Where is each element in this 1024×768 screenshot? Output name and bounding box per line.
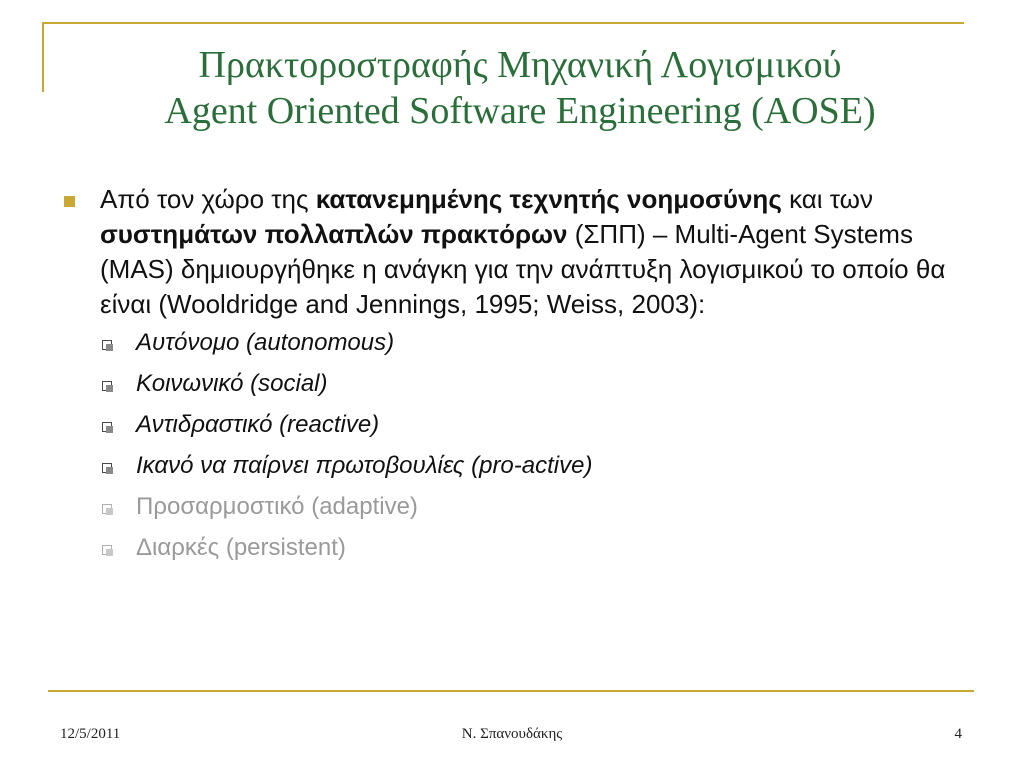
footer-date: 12/5/2011 [60, 726, 121, 742]
square-bullet-icon [64, 196, 75, 207]
list-item-label: Αντιδραστικό (reactive) [136, 411, 380, 438]
slide-body [58, 182, 978, 574]
list-item [100, 451, 978, 481]
footer-page-number: 4 [954, 726, 962, 742]
footer-author: Ν. Σπανουδάκης [461, 726, 563, 742]
list-item [100, 328, 978, 358]
hollow-square-bullet-icon [102, 422, 112, 432]
hollow-square-bullet-icon [102, 545, 112, 555]
list-item-label: Κοινωνικό (social) [136, 370, 328, 397]
list-item-label: Διαρκές (persistent) [136, 534, 346, 561]
bullet-bold-term-1: κατανεμημένης τεχνητής νοημοσύνης [315, 184, 782, 214]
bullet-text-3: (ΣΠΠ) – Multi-Agent Systems (MAS) δημιουργήθηκε η ανάγκη για την ανάπτυξη λογισμικού το οποίο θα είναι (Wooldridge and Jennings, 1995; Weiss, 2003): [100, 219, 946, 319]
hollow-square-bullet-icon [102, 381, 112, 391]
properties-list [100, 328, 978, 563]
list-item-label: Προσαρμοστικό (adaptive) [136, 493, 418, 520]
title-greek: Πρακτοροστραφής Μηχανική Λογισμικού [198, 44, 842, 86]
hollow-square-bullet-icon [102, 463, 112, 473]
frame-horizontal-line [42, 22, 964, 24]
list-item [100, 369, 978, 399]
footer-divider [48, 690, 974, 692]
list-item-label: Ικανό να παίρνει πρωτοβουλίες (pro-active) [136, 452, 593, 479]
list-item-label: Αυτόνομο (autonomous) [136, 329, 395, 356]
list-item-greyed [100, 533, 978, 563]
bullet-bold-term-2: συστημάτων πολλαπλών πρακτόρων [100, 219, 568, 249]
hollow-square-bullet-icon [102, 504, 112, 514]
title-english: Agent Oriented Software Engineering (AOSE) [164, 90, 876, 132]
hollow-square-bullet-icon [102, 340, 112, 350]
list-item-greyed [100, 492, 978, 522]
list-item [100, 410, 978, 440]
slide-title [60, 42, 980, 134]
main-bullet [58, 182, 978, 322]
bullet-text-2: και των [781, 184, 873, 214]
bullet-text-1: Από τον χώρο της [100, 184, 316, 214]
frame-vertical-line [42, 22, 44, 92]
